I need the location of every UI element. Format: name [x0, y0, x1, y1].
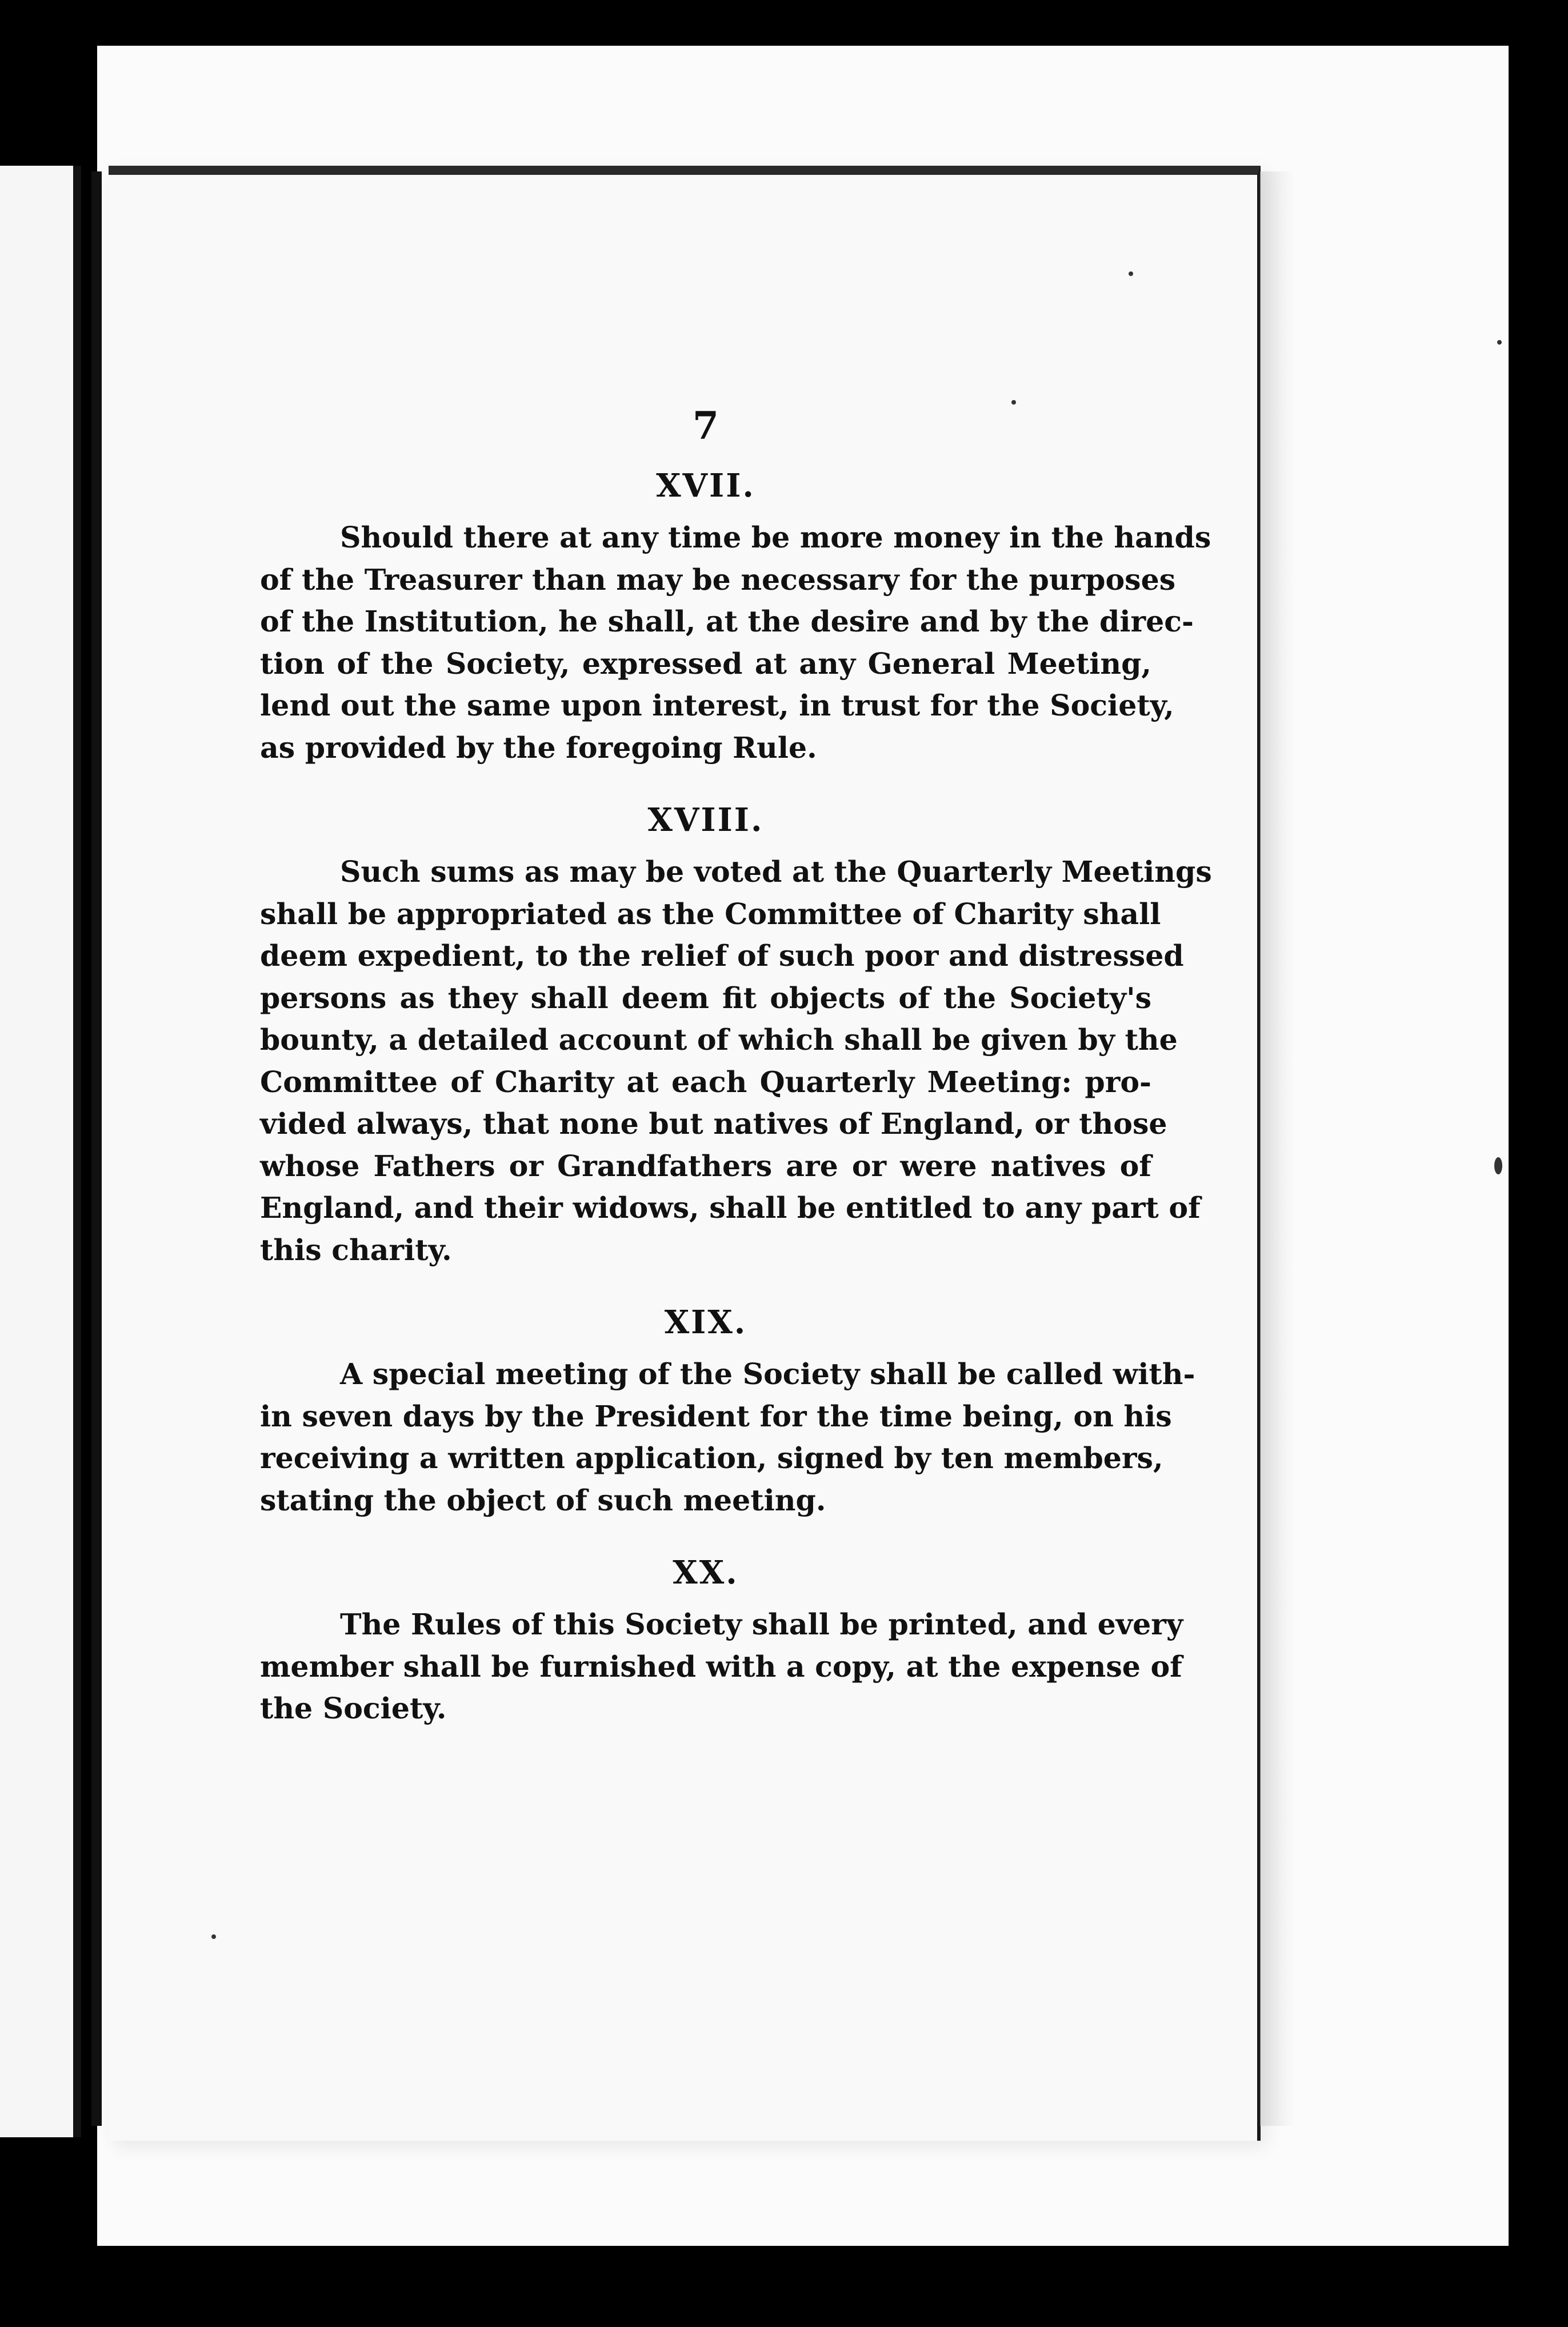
print-speck [211, 1934, 216, 1939]
print-speck [1497, 340, 1502, 345]
text-line: shall be appropriated as the Committee of Charity shall [260, 897, 1161, 931]
print-speck [1129, 271, 1133, 276]
rule-section [260, 1550, 1183, 1730]
text-line: persons as they shall deem fit objects of the Society's [260, 981, 1151, 1015]
text-line: A special meeting of the Society shall be called with- [340, 1357, 1195, 1391]
text-line: this charity. [260, 1233, 452, 1267]
text-line: Committee of Charity at each Quarterly Meeting: pro- [260, 1065, 1151, 1099]
page-shadow [1260, 171, 1294, 2126]
text-line: vided always, that none but natives of England, or those [260, 1107, 1167, 1141]
text-line: The Rules of this Society shall be printed, and every [340, 1608, 1183, 1641]
text-line: receiving a written application, signed by ten members, [260, 1441, 1163, 1475]
text-line: of the Institution, he shall, at the desire and by the direc- [260, 605, 1194, 638]
page-text [260, 400, 1212, 1758]
section-paragraph [260, 517, 1211, 769]
text-line: the Society. [260, 1692, 447, 1725]
text-line: in seven days by the President for the time being, on his [260, 1399, 1172, 1433]
text-line: whose Fathers or Grandfathers are or were natives of [260, 1149, 1151, 1183]
section-heading: XIX. [664, 1304, 747, 1341]
page-number: 7 [693, 403, 719, 448]
text-line: stating the object of such meeting. [260, 1483, 826, 1517]
section-paragraph [260, 1353, 1195, 1521]
section-heading: XVIII. [647, 801, 764, 839]
text-line: member shall be furnished with a copy, at the expense of [260, 1649, 1182, 1684]
section-paragraph [260, 1604, 1183, 1730]
text-line: Should there at any time be more money in the hands [340, 521, 1211, 554]
rule-section [260, 1300, 1195, 1521]
text-line: of the Treasurer than may be necessary for the purposes [260, 562, 1176, 597]
text-line: lend out the same upon interest, in trust for the Society, [260, 689, 1174, 722]
text-line: England, and their widows, shall be entitled to any part of [260, 1191, 1201, 1225]
binding-edge [91, 171, 102, 2126]
adjacent-leaf [0, 166, 81, 2137]
text-line: bounty, a detailed account of which shall be given by the [260, 1023, 1178, 1057]
section-paragraph [260, 851, 1212, 1271]
text-line: tion of the Society, expressed at any General Meeting, [260, 646, 1151, 681]
print-speck [1494, 1157, 1502, 1174]
text-line: Such sums as may be voted at the Quarterly Meetings [340, 855, 1212, 889]
section-heading: XX. [673, 1554, 739, 1592]
rule-section [260, 797, 1212, 1271]
section-heading: XVII. [656, 467, 755, 505]
text-line: as provided by the foregoing Rule. [260, 730, 817, 765]
text-line: deem expedient, to the relief of such poor and distressed [260, 939, 1184, 973]
rule-section [260, 463, 1211, 769]
